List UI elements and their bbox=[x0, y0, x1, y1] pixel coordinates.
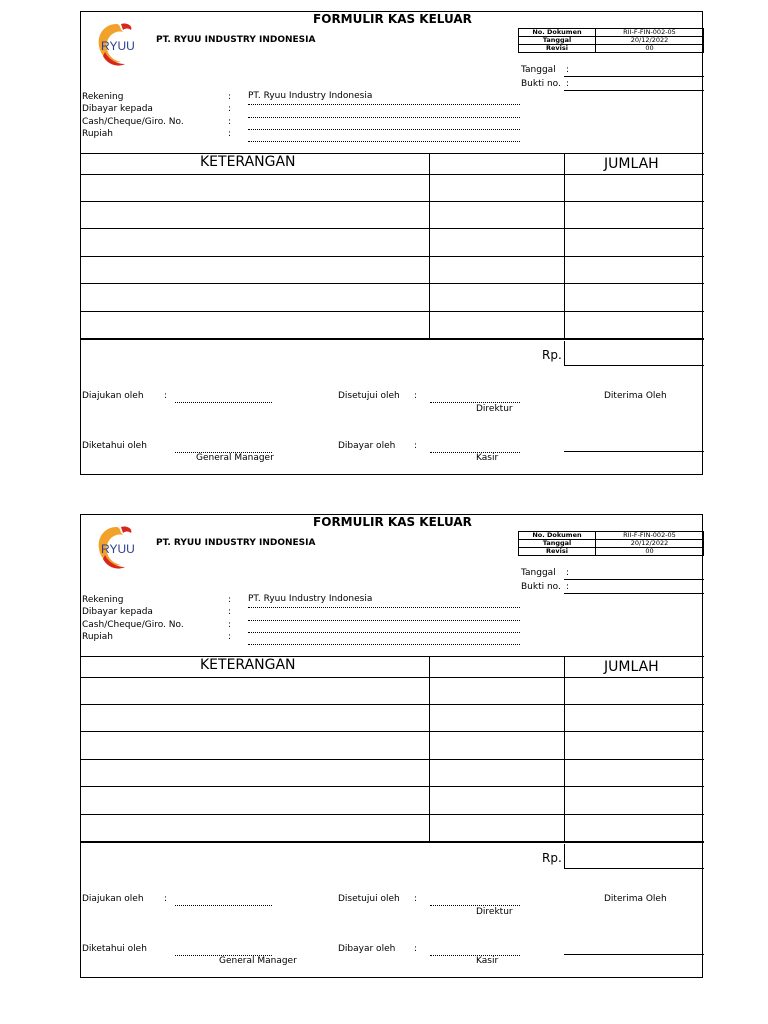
svg-text:RYUU: RYUU bbox=[101, 542, 135, 556]
rp-box-left bbox=[564, 844, 565, 868]
tanggal-label: Tanggal bbox=[521, 568, 556, 578]
field-value-rekening: PT. Ryuu Industry Indonesia bbox=[248, 91, 373, 101]
field-label-rekening: Rekening bbox=[82, 595, 124, 605]
field-label-rekening: Rekening bbox=[82, 92, 124, 102]
field-value-rekening: PT. Ryuu Industry Indonesia bbox=[248, 594, 373, 604]
direktur-label: Direktur bbox=[476, 907, 513, 917]
form-title: FORMULIR KAS KELUAR bbox=[313, 515, 472, 529]
diajukan-label: Diajukan oleh bbox=[82, 391, 144, 401]
meta-key-doc-no: No. Dokumen bbox=[519, 29, 596, 37]
keterangan-header: KETERANGAN bbox=[200, 657, 296, 673]
colon: : bbox=[164, 894, 168, 904]
meta-key-revision: Revisi bbox=[519, 548, 596, 556]
cash-out-form-1 bbox=[80, 11, 703, 475]
direktur-label: Direktur bbox=[476, 404, 513, 414]
meta-value-date: 20/12/2022 bbox=[596, 540, 704, 548]
diajukan-signature-line[interactable] bbox=[175, 905, 272, 906]
rekening-line[interactable] bbox=[248, 104, 520, 105]
colon: : bbox=[228, 607, 232, 617]
kasir-label: Kasir bbox=[476, 453, 499, 463]
row-line bbox=[81, 283, 704, 284]
keterangan-header: KETERANGAN bbox=[200, 154, 296, 170]
colon: : bbox=[414, 391, 418, 401]
rupiah-line[interactable] bbox=[248, 141, 520, 142]
row-line bbox=[81, 311, 704, 312]
colon: : bbox=[228, 129, 232, 139]
diterima-signature-line[interactable] bbox=[564, 954, 704, 955]
kasir-label: Kasir bbox=[476, 956, 499, 966]
field-label-cash-cheque: Cash/Cheque/Giro. No. bbox=[82, 620, 184, 630]
general-manager-label: General Manager bbox=[196, 453, 274, 463]
colon: : bbox=[228, 632, 232, 642]
company-name: PT. RYUU INDUSTRY INDONESIA bbox=[156, 538, 316, 548]
meta-value-doc-no: RII-F-FIN-002-05 bbox=[596, 532, 704, 540]
row-line bbox=[81, 731, 704, 732]
disetujui-label: Disetujui oleh bbox=[338, 391, 400, 401]
company-name: PT. RYUU INDUSTRY INDONESIA bbox=[156, 35, 316, 45]
dibayar-oleh-label: Dibayar oleh bbox=[338, 944, 396, 954]
row-line bbox=[81, 174, 704, 175]
colon: : bbox=[228, 595, 232, 605]
meta-key-doc-no: No. Dokumen bbox=[519, 532, 596, 540]
document-meta-table bbox=[518, 531, 704, 556]
tanggal-field[interactable] bbox=[564, 76, 704, 77]
field-label-cash-cheque: Cash/Cheque/Giro. No. bbox=[82, 117, 184, 127]
diketahui-label: Diketahui oleh bbox=[82, 944, 147, 954]
dibayar-kepada-line[interactable] bbox=[248, 620, 520, 621]
jumlah-header: JUMLAH bbox=[604, 659, 659, 675]
meta-value-doc-no: RII-F-FIN-002-05 bbox=[596, 29, 704, 37]
colon: : bbox=[414, 441, 418, 451]
jumlah-header: JUMLAH bbox=[604, 156, 659, 172]
dibayar-signature-line[interactable] bbox=[430, 452, 520, 453]
rekening-line[interactable] bbox=[248, 607, 520, 608]
svg-text:RYUU: RYUU bbox=[101, 39, 135, 53]
table-top-border bbox=[81, 153, 704, 154]
field-label-rupiah: Rupiah bbox=[82, 632, 113, 642]
table-bottom-border bbox=[81, 338, 704, 340]
rp-label: Rp. bbox=[542, 851, 562, 865]
meta-key-date: Tanggal bbox=[519, 37, 596, 45]
ryuu-logo bbox=[91, 523, 143, 571]
disetujui-label: Disetujui oleh bbox=[338, 894, 400, 904]
field-label-rupiah: Rupiah bbox=[82, 129, 113, 139]
rp-label: Rp. bbox=[542, 348, 562, 362]
cash-out-form-2 bbox=[80, 514, 703, 978]
row-line bbox=[81, 256, 704, 257]
colon: : bbox=[228, 104, 232, 114]
bukti-field[interactable] bbox=[564, 593, 704, 594]
row-line bbox=[81, 814, 704, 815]
row-line bbox=[81, 704, 704, 705]
disetujui-signature-line[interactable] bbox=[430, 905, 520, 906]
rp-field[interactable] bbox=[564, 868, 704, 869]
field-label-dibayar-kepada: Dibayar kepada bbox=[82, 104, 153, 114]
cash-cheque-line[interactable] bbox=[248, 632, 520, 633]
colon: : bbox=[414, 944, 418, 954]
tanggal-colon: : bbox=[566, 65, 570, 75]
general-manager-label: General Manager bbox=[219, 956, 297, 966]
table-bottom-border bbox=[81, 841, 704, 843]
table-top-border bbox=[81, 656, 704, 657]
colon: : bbox=[228, 92, 232, 102]
diketahui-label: Diketahui oleh bbox=[82, 441, 147, 451]
rp-box-left bbox=[564, 341, 565, 365]
colon: : bbox=[164, 391, 168, 401]
document-meta-table bbox=[518, 28, 704, 53]
tanggal-label: Tanggal bbox=[521, 65, 556, 75]
diajukan-signature-line[interactable] bbox=[175, 402, 272, 403]
colon: : bbox=[228, 620, 232, 630]
bukti-label: Bukti no. bbox=[521, 582, 561, 592]
row-line bbox=[81, 677, 704, 678]
bukti-colon: : bbox=[566, 79, 570, 89]
meta-value-date: 20/12/2022 bbox=[596, 37, 704, 45]
form-title: FORMULIR KAS KELUAR bbox=[313, 12, 472, 26]
meta-key-date: Tanggal bbox=[519, 540, 596, 548]
meta-value-revision: 00 bbox=[596, 548, 704, 556]
bukti-colon: : bbox=[566, 582, 570, 592]
diterima-signature-line[interactable] bbox=[564, 451, 704, 452]
diterima-label: Diterima Oleh bbox=[604, 391, 667, 401]
field-label-dibayar-kepada: Dibayar kepada bbox=[82, 607, 153, 617]
dibayar-signature-line[interactable] bbox=[430, 955, 520, 956]
dibayar-oleh-label: Dibayar oleh bbox=[338, 441, 396, 451]
row-line bbox=[81, 201, 704, 202]
ryuu-logo bbox=[91, 20, 143, 68]
tanggal-colon: : bbox=[566, 568, 570, 578]
cash-cheque-line[interactable] bbox=[248, 129, 520, 130]
tanggal-field[interactable] bbox=[564, 579, 704, 580]
bukti-field[interactable] bbox=[564, 90, 704, 91]
bukti-label: Bukti no. bbox=[521, 79, 561, 89]
rupiah-line[interactable] bbox=[248, 644, 520, 645]
dibayar-kepada-line[interactable] bbox=[248, 117, 520, 118]
meta-key-revision: Revisi bbox=[519, 45, 596, 53]
meta-value-revision: 00 bbox=[596, 45, 704, 53]
row-line bbox=[81, 759, 704, 760]
rp-field[interactable] bbox=[564, 365, 704, 366]
colon: : bbox=[414, 894, 418, 904]
row-line bbox=[81, 228, 704, 229]
diajukan-label: Diajukan oleh bbox=[82, 894, 144, 904]
colon: : bbox=[228, 117, 232, 127]
diterima-label: Diterima Oleh bbox=[604, 894, 667, 904]
disetujui-signature-line[interactable] bbox=[430, 402, 520, 403]
row-line bbox=[81, 786, 704, 787]
